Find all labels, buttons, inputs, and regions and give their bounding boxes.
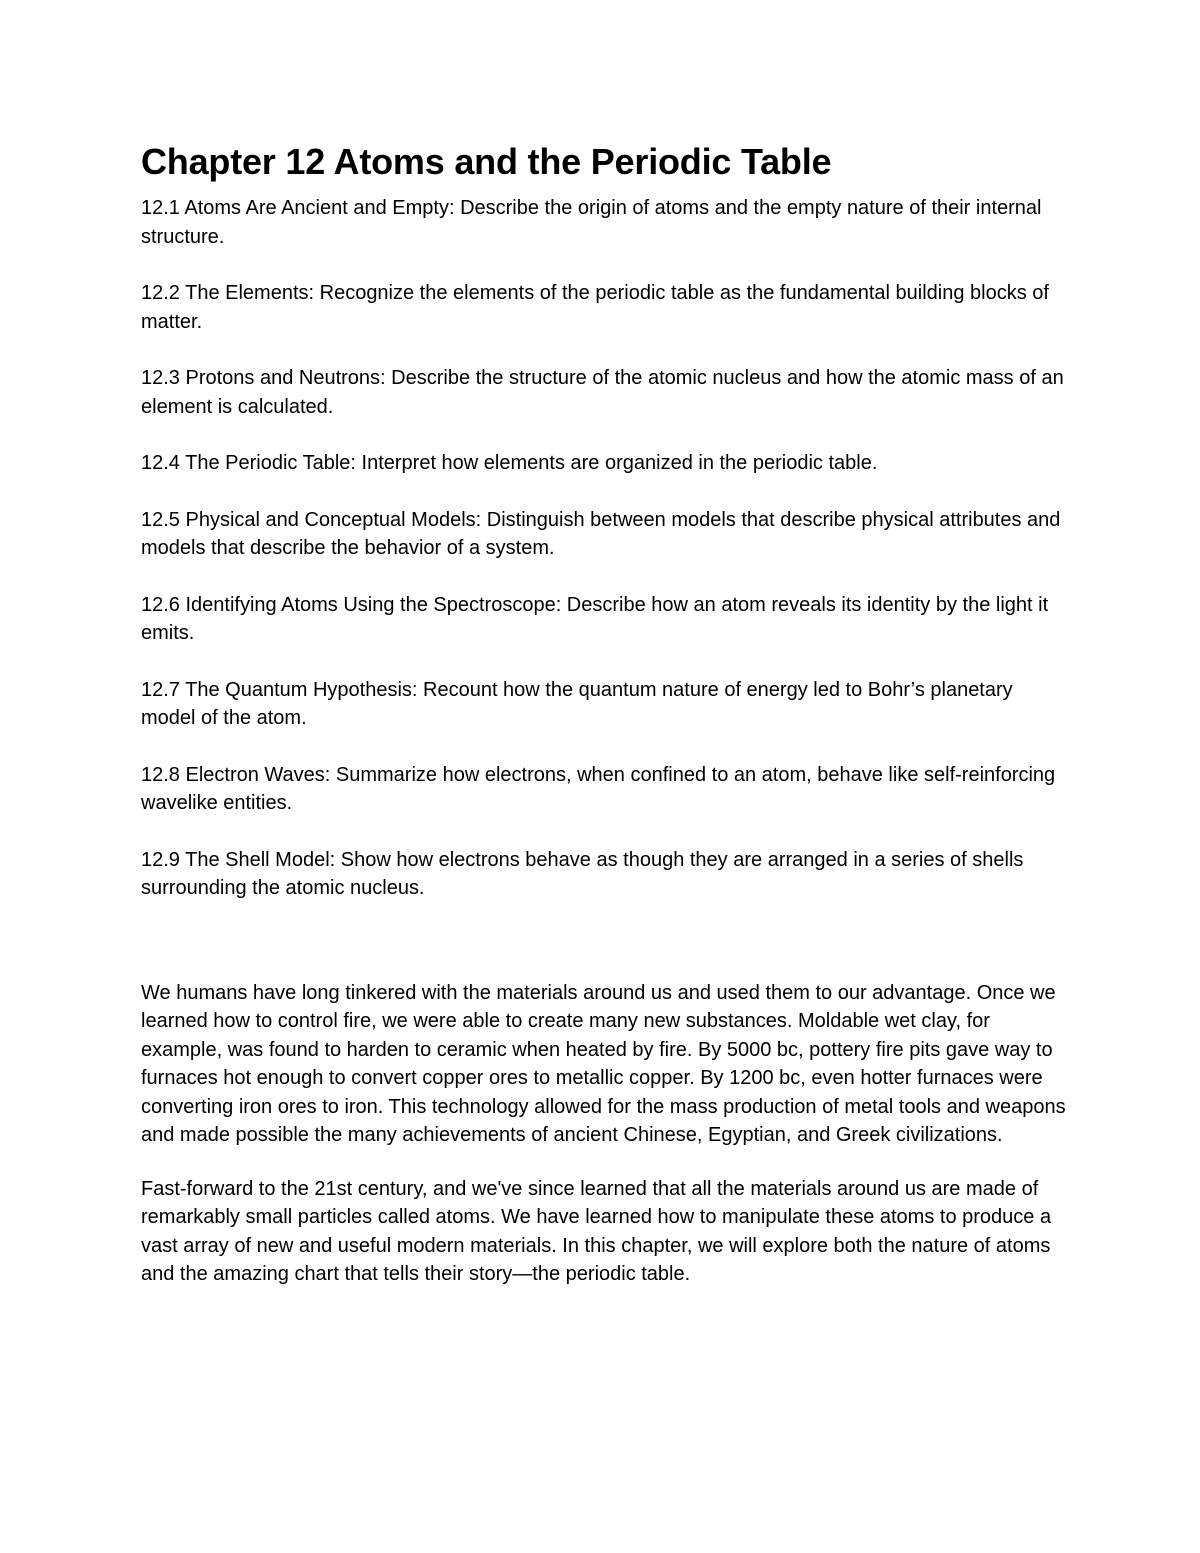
intro-paragraph: Fast-forward to the 21st century, and we've since learned that all the materials around us are made of remarkably small particles called atoms. We have learned how to manipulate these atoms to produce a vast array of new and useful modern materials. In this chapter, we will explore both the nature of atoms and the amazing chart that tells their story—the periodic table. <box>141 1177 1052 1285</box>
objective-item: 12.7 The Quantum Hypothesis: Recount how the quantum nature of energy led to Bohr’s planetary model of the atom. <box>141 678 1013 729</box>
objective-item: 12.1 Atoms Are Ancient and Empty: Describe the origin of atoms and the empty nature of their internal structure. <box>141 197 1042 248</box>
objective-item: 12.5 Physical and Conceptual Models: Distinguish between models that describe physical attributes and models that describe the behavior of a system. <box>141 508 1061 559</box>
objective-item: 12.9 The Shell Model: Show how electrons behave as though they are arranged in a series of shells surrounding the atomic nucleus. <box>141 848 1024 899</box>
objective-item: 12.2 The Elements: Recognize the elements of the periodic table as the fundamental building blocks of matter. <box>141 282 1049 333</box>
document-page <box>141 140 1071 1314</box>
chapter-title: Chapter 12 Atoms and the Periodic Table <box>141 141 832 182</box>
objective-item: 12.8 Electron Waves: Summarize how electrons, when confined to an atom, behave like self-reinforcing wavelike entities. <box>141 763 1056 814</box>
section-spacer <box>141 931 1071 979</box>
objective-item: 12.4 The Periodic Table: Interpret how elements are organized in the periodic table. <box>141 452 878 474</box>
objective-item: 12.6 Identifying Atoms Using the Spectroscope: Describe how an atom reveals its identity by the light it emits. <box>141 593 1049 644</box>
intro-paragraph: We humans have long tinkered with the materials around us and used them to our advantage. Once we learned how to control fire, we were able to create many new substances. Moldable wet clay, for example, was found to harden to ceramic when heated by fire. By 5000 bc, pottery fire pits gave way to furnaces hot enough to convert copper ores to metallic copper. By 1200 bc, even hotter furnaces were converting iron ores to iron. This technology allowed for the mass production of metal tools and weapons and made possible the many achievements of ancient Chinese, Egyptian, and Greek civilizations. <box>141 981 1066 1146</box>
chapter-introduction <box>141 979 1071 1289</box>
objective-item: 12.3 Protons and Neutrons: Describe the structure of the atomic nucleus and how the atomic mass of an element is calculated. <box>141 367 1064 418</box>
learning-objectives-list <box>141 194 1071 903</box>
